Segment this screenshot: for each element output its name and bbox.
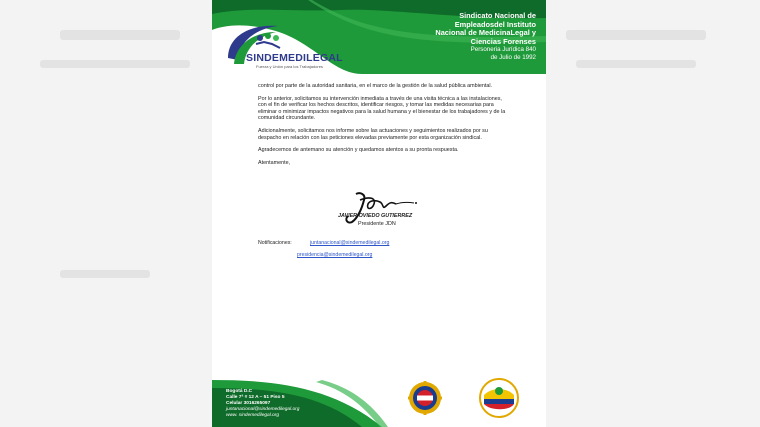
logo-wordmark: SINDEMEDILEGAL <box>246 52 343 64</box>
blurred-text <box>60 30 180 40</box>
footer-email: juntanacional@sindemedilegal.org <box>226 407 300 412</box>
legal-status <box>386 46 536 62</box>
body-paragraph: Agradecemos de antemano su atención y quedamos atentos a su pronta respuesta. <box>258 147 459 154</box>
notifications-label: Notificaciones: <box>258 240 292 246</box>
body-paragraph: Por lo anterior, solicitamos su intervención inmediata a través de una visita técnica a las instalaciones, con el fin de verificar los hechos descritos, identificar riesgos, y tomar las medidas necesarias para eliminar o minimizar impactos negativos para la salud humana y el bienestar de los trabajadores y de la comunidad circundante. <box>258 95 506 122</box>
blurred-text <box>566 30 706 40</box>
blurred-text <box>40 60 190 68</box>
union-name-line: Nacional de MedicinaLegal y <box>435 28 536 38</box>
footer-contact <box>226 389 299 419</box>
body-paragraph: Adicionalmente, solicitamos nos informe sobre las actuaciones y seguimientos realizados por su despacho en relación con las peticiones elevadas previamente por esta organización sindical. <box>258 127 488 141</box>
union-name-line: Ciencias Forenses <box>470 36 536 46</box>
union-name-block <box>386 12 536 46</box>
footer-phone: Celular 3016265097 <box>226 401 271 406</box>
email-link-presidencia[interactable]: presidencia@sindemedilegal.org <box>297 252 373 258</box>
blurred-background-left <box>0 0 212 427</box>
footer-city: Bogotá D.C <box>226 389 253 394</box>
letter-page <box>212 0 546 427</box>
email-link-junta[interactable]: juntanacional@sindemedilegal.org <box>310 240 390 246</box>
flag-seal-icon <box>478 377 520 419</box>
legal-status-line: de Julio de 1992 <box>490 54 536 61</box>
union-name-line: Empleadosdel Instituto <box>454 19 536 29</box>
letter-body <box>258 83 508 172</box>
footer-website: www. sindemedilegal.org <box>226 413 280 418</box>
blurred-text <box>576 60 696 68</box>
logo-tagline: Fuerza y Unión para los Trabajadores <box>256 64 323 69</box>
ctc-seal-icon <box>408 381 442 415</box>
footer-address: Calle 7ª # 12 A – 51 Piso 5 <box>226 395 285 400</box>
signer-role: Presidente JDN <box>358 221 396 227</box>
body-paragraph: control por parte de la autoridad sanitaria, en el marco de la gestión de la salud pública ambiental. <box>258 83 493 89</box>
legal-status-line: Personeria Jurídica 840 <box>470 46 536 53</box>
union-name-line: Sindicato Nacional de <box>459 11 536 20</box>
closing: Atentamente, <box>258 159 291 166</box>
signer-name: JAVIER OVIEDO GUTIERREZ <box>338 213 413 219</box>
blurred-background-right <box>546 0 760 427</box>
blurred-text <box>60 270 150 278</box>
